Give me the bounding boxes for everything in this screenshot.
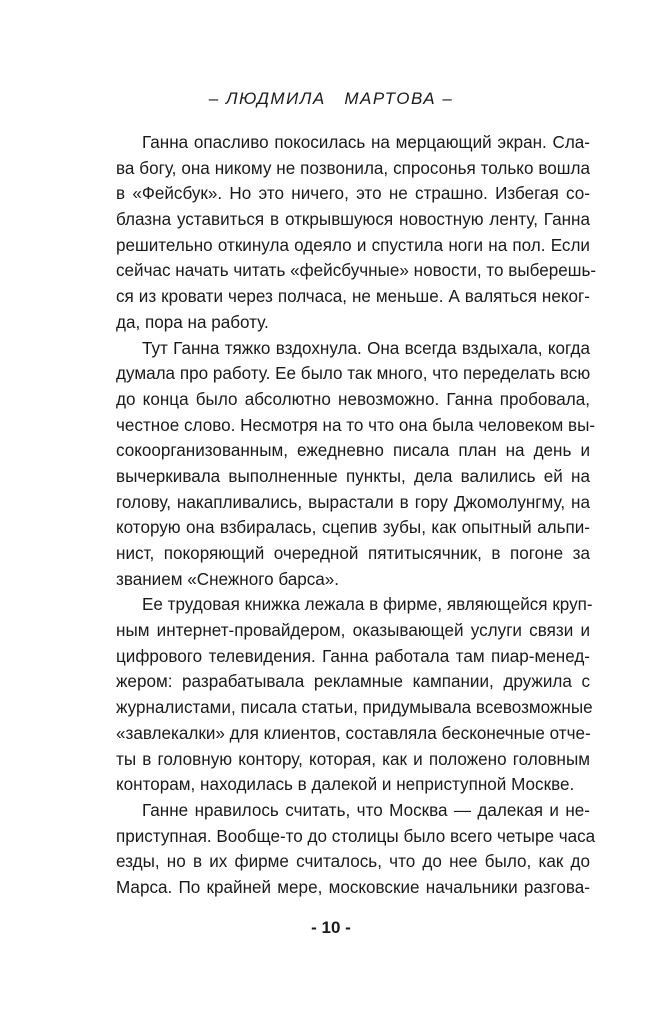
- text-line: Марса. По крайней мере, московские начальники разгова-: [116, 877, 590, 897]
- text-line: конторам, находилась в далекой и неприступной Москве.: [116, 775, 575, 795]
- text-line: сейчас начать читать «фейсбучные» новости, то выберешь-: [116, 261, 597, 281]
- running-head: – ЛЮДМИЛА МАРТОВА –: [208, 89, 454, 108]
- text-line: сокоорганизованным, ежедневно писала план на день и: [116, 441, 590, 461]
- text-line: Ганне нравилось считать, что Москва — далекая и не-: [142, 800, 590, 820]
- text-line: да, пора на работу.: [116, 312, 269, 332]
- text-line: жером: разрабатывала рекламные кампании, дружила с: [116, 672, 590, 692]
- text-line: вычеркивала выполненные пункты, дела валились ей на: [116, 466, 590, 486]
- text-line: Тут Ганна тяжко вздохнула. Она всегда вздыхала, когда: [142, 338, 590, 358]
- text-line: езды, но в их фирме считалось, что до нее было, как до: [116, 852, 590, 872]
- text-line: званием «Снежного барса».: [116, 569, 340, 589]
- text-line: Ганна опасливо покосилась на мерцающий экран. Сла-: [142, 133, 590, 152]
- text-line: до конца было абсолютно невозможно. Ганна пробовала,: [116, 389, 590, 409]
- page-number: - 10 -: [311, 918, 351, 937]
- text-line: ва богу, она никому не позвонила, спросонья только вошла: [116, 158, 590, 178]
- text-line: ты в головную контору, которая, как и положено головным: [116, 749, 590, 769]
- text-line: журналистами, писала статьи, придумывала всевозможные: [116, 698, 593, 718]
- text-line: цифрового телевидения. Ганна работала там пиар-менед-: [116, 646, 590, 666]
- text-line: приступная. Вообще-то до столицы было всего четыре часа: [116, 826, 596, 846]
- text-line: решительно откинула одеяло и спустила ноги на пол. Если: [116, 235, 590, 255]
- body-text: [116, 130, 597, 901]
- text-line: «завлекалки» для клиентов, составляла бесконечные отче-: [116, 723, 591, 743]
- text-line: ся из кровати через полчаса, не меньше. А валяться неког-: [116, 287, 590, 307]
- text-line: Ее трудовая книжка лежала в фирме, являющейся круп-: [142, 595, 593, 615]
- text-line: думала про работу. Ее было так много, что переделать всю: [116, 364, 591, 384]
- text-line: блазна уставиться в открывшуюся новостную ленту, Ганна: [116, 210, 590, 230]
- text-line: нист, покоряющий очередной пятитысячник, в погоне за: [116, 544, 590, 563]
- text-line: ным интернет-провайдером, оказывающей услуги связи и: [116, 621, 590, 641]
- text-line: в «Фейсбук». Но это ничего, это не страшно. Избегая со-: [116, 184, 590, 204]
- text-line: честное слово. Несмотря на то что она была человеком вы-: [116, 415, 596, 435]
- text-line: голову, накапливались, вырастали в гору Джомолунгму, на: [116, 492, 590, 512]
- text-line: которую она взбиралась, сцепив зубы, как опытный альпи-: [116, 518, 590, 538]
